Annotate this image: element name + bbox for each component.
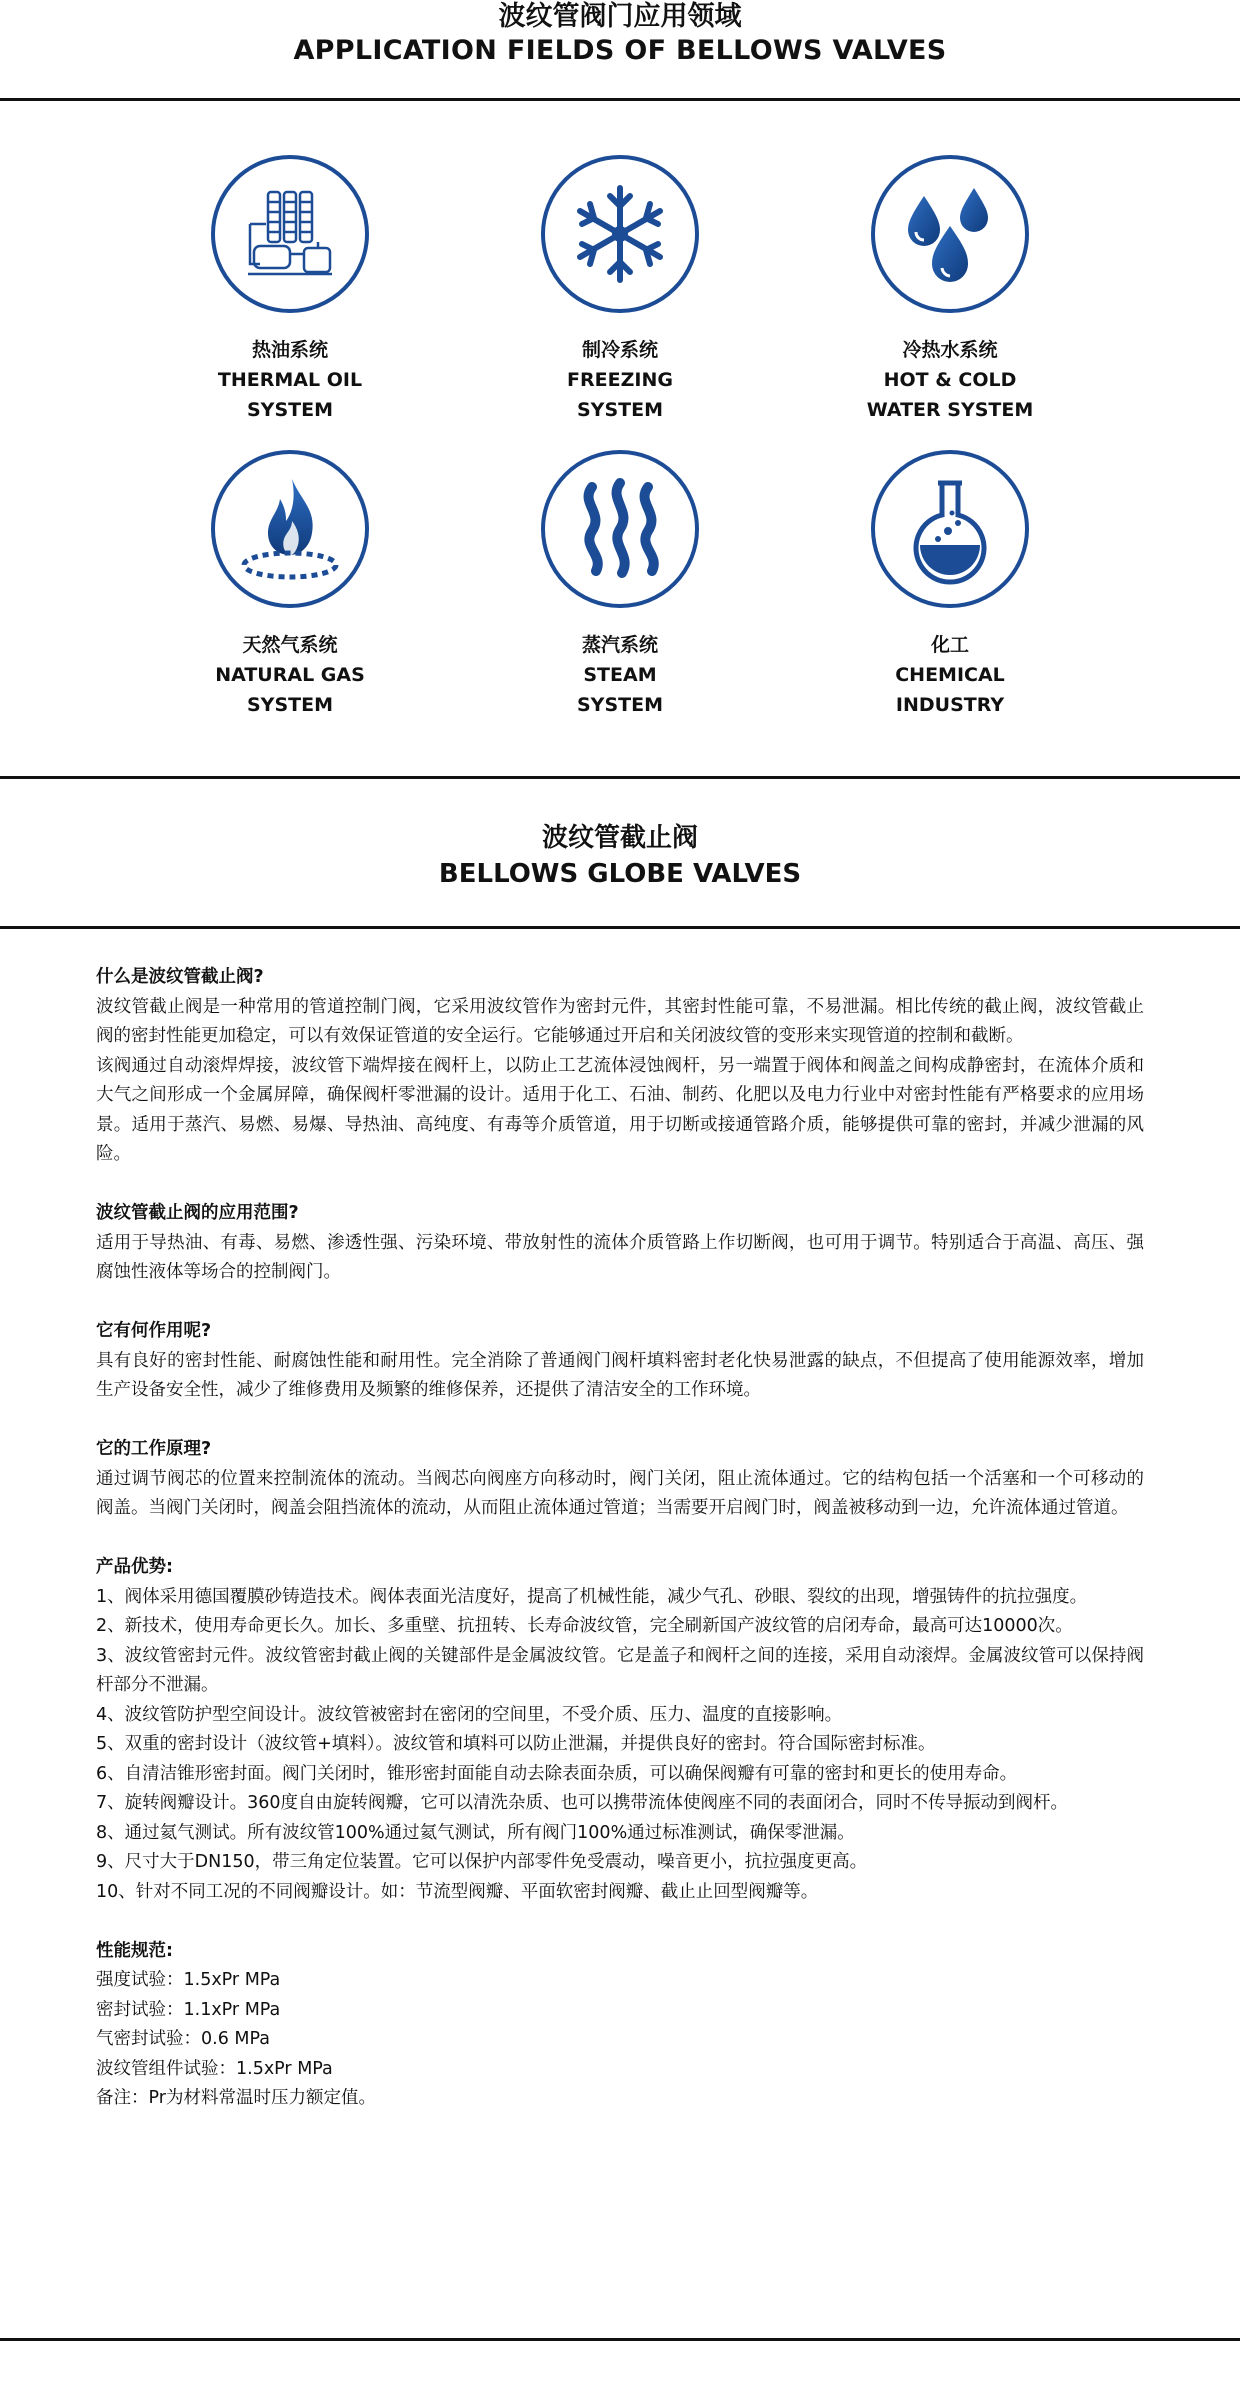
- spec-item: 气密封试验：0.6 MPa: [96, 2029, 270, 2049]
- divider: [0, 776, 1240, 779]
- list-item: 8、通过氦气测试。所有波纹管100%通过氦气测试，所有阀门100%通过标准测试，确保零泄漏。: [96, 1822, 855, 1843]
- list-item: 1、阀体采用德国覆膜砂铸造技术。阀体表面光洁度好，提高了机械性能，减少气孔、砂眼、裂纹的出现，增强铸件的抗拉强度。: [96, 1586, 1088, 1607]
- list-item: 9、尺寸大于DN150，带三角定位装置。它可以保护内部零件免受震动，噪音更小，抗拉强度更高。: [96, 1852, 868, 1872]
- list-item: 6、自清洁锥形密封面。阀门关闭时，锥形密封面能自动去除表面杂质，可以确保阀瓣有可靠的密封和更长的使用寿命。: [96, 1763, 1018, 1784]
- water-drops-icon: [890, 174, 1010, 294]
- question-heading: 它的工作原理?: [96, 1439, 212, 1459]
- spec-item: 密封试验：1.1xPr MPa: [96, 1999, 281, 2020]
- paragraph: 该阀通过自动滚焊焊接，波纹管下端焊接在阀杆上，以防止工艺流体浸蚀阀杆，另一端置于阀体和阀盖之间构成静密封，在流体介质和大气之间形成一个金属屏障，确保阀杆零泄漏的设计。适用于化工、石油、制药、化肥以及电力行业中对密封性能有严格要求的应用场景。适用于蒸汽、易燃、易爆、导热油、高纯度、有毒等介质管道，用于切断或接通管路介质，能够提供可靠的密封，并减少泄漏的风险。: [96, 1055, 1144, 1164]
- application-header: [0, 0, 1240, 100]
- spec-item: 波纹管组件试验：1.5xPr MPa: [96, 2058, 333, 2079]
- divider: [0, 926, 1240, 929]
- spec-item: 备注：Pr为材料常温时压力额定值。: [96, 2088, 376, 2108]
- paragraph: 波纹管截止阀是一种常用的管道控制门阀，它采用波纹管作为密封元件，其密封性能可靠，不易泄漏。相比传统的截止阀，波纹管截止阀的密封性能更加稳定，可以有效保证管道的安全运行。它能够通过开启和关闭波纹管的变形来实现管道的控制和截断。: [96, 996, 1144, 1046]
- page-title-zh: 波纹管阀门应用领域: [498, 1, 742, 32]
- application-caption: 化工 CHEMICAL INDUSTRY: [895, 634, 1005, 716]
- question-heading: 产品优势:: [96, 1557, 173, 1577]
- page-title-en: APPLICATION FIELDS OF BELLOWS VALVES: [293, 35, 947, 66]
- icon-circle: [211, 450, 369, 608]
- paragraph: 适用于导热油、有毒、易燃、渗透性强、污染环境、带放射性的流体介质管路上作切断阀，也可用于调节。特别适合于高温、高压、强腐蚀性液体等场合的控制阀门。: [96, 1232, 1144, 1282]
- question-heading: 性能规范:: [96, 1940, 173, 1961]
- list-item: 3、波纹管密封元件。波纹管密封截止阀的关键部件是金属波纹管。它是盖子和阀杆之间的连接，采用自动滚焊。金属波纹管可以保持阀杆部分不泄漏。: [96, 1645, 1144, 1695]
- list-item: 5、双重的密封设计（波纹管+填料）。波纹管和填料可以防止泄漏，并提供良好的密封。符合国际密封标准。: [96, 1734, 936, 1754]
- section-title-zh: 波纹管截止阀: [541, 823, 698, 853]
- icon-circle: [211, 155, 369, 313]
- list-item: 4、波纹管防护型空间设计。波纹管被密封在密闭的空间里，不受介质、压力、温度的直接影响。: [96, 1704, 843, 1725]
- application-caption: 热油系统 THERMAL OIL SYSTEM: [217, 339, 363, 421]
- divider: [0, 98, 1240, 101]
- list-item: 7、旋转阀瓣设计。360度自由旋转阀瓣，它可以清洗杂质、也可以携带流体使阀座不同的表面闭合，同时不传导振动到阀杆。: [96, 1793, 1069, 1813]
- icon-circle: [541, 450, 699, 608]
- gas-flame-icon: [230, 469, 350, 589]
- application-item: [455, 155, 785, 425]
- application-item: [125, 155, 455, 425]
- list-item: 10、针对不同工况的不同阀瓣设计。如：节流型阀瓣、平面软密封阀瓣、截止止回型阀瓣等。: [96, 1881, 819, 1902]
- icon-circle: [871, 155, 1029, 313]
- section-header: [0, 820, 1240, 892]
- list-item: 2、新技术，使用寿命更长久。加长、多重壁、抗扭转、长寿命波纹管，完全刷新国产波纹管的启闭寿命，最高可达10000次。: [96, 1616, 1073, 1636]
- section-title-en: BELLOWS GLOBE VALVES: [438, 859, 802, 889]
- description-body: [96, 963, 1144, 2114]
- thermal-oil-icon: [230, 174, 350, 294]
- paragraph: 具有良好的密封性能、耐腐蚀性能和耐用性。完全消除了普通阀门阀杆填料密封老化快易泄露的缺点，不但提高了使用能源效率，增加生产设备安全性，减少了维修费用及频繁的维修保养，还提供了清洁安全的工作环境。: [96, 1350, 1144, 1400]
- icon-circle: [871, 450, 1029, 608]
- application-caption: 制冷系统 FREEZING SYSTEM: [567, 339, 673, 421]
- application-item: [455, 450, 785, 720]
- flask-icon: [890, 469, 1010, 589]
- icon-circle: [541, 155, 699, 313]
- application-item: [125, 450, 455, 720]
- question-heading: 波纹管截止阀的应用范围?: [96, 1203, 299, 1223]
- question-heading: 它有何作用呢?: [96, 1321, 212, 1341]
- application-item: [785, 450, 1115, 720]
- steam-icon: [560, 469, 680, 589]
- spec-item: 强度试验：1.5xPr MPa: [96, 1970, 281, 1990]
- application-caption: 天然气系统 NATURAL GAS SYSTEM: [215, 634, 365, 716]
- divider: [0, 2338, 1240, 2341]
- question-heading: 什么是波纹管截止阀?: [96, 967, 264, 987]
- application-item: [785, 155, 1115, 425]
- paragraph: 通过调节阀芯的位置来控制流体的流动。当阀芯向阀座方向移动时，阀门关闭，阻止流体通过。它的结构包括一个活塞和一个可移动的阀盖。当阀门关闭时，阀盖会阻挡流体的流动，从而阻止流体通过管道；当需要开启阀门时，阀盖被移动到一边，允许流体通过管道。: [96, 1468, 1144, 1518]
- snowflake-icon: [560, 174, 680, 294]
- application-caption: 蒸汽系统 STEAM SYSTEM: [577, 634, 663, 716]
- application-caption: 冷热水系统 HOT & COLD WATER SYSTEM: [866, 339, 1034, 421]
